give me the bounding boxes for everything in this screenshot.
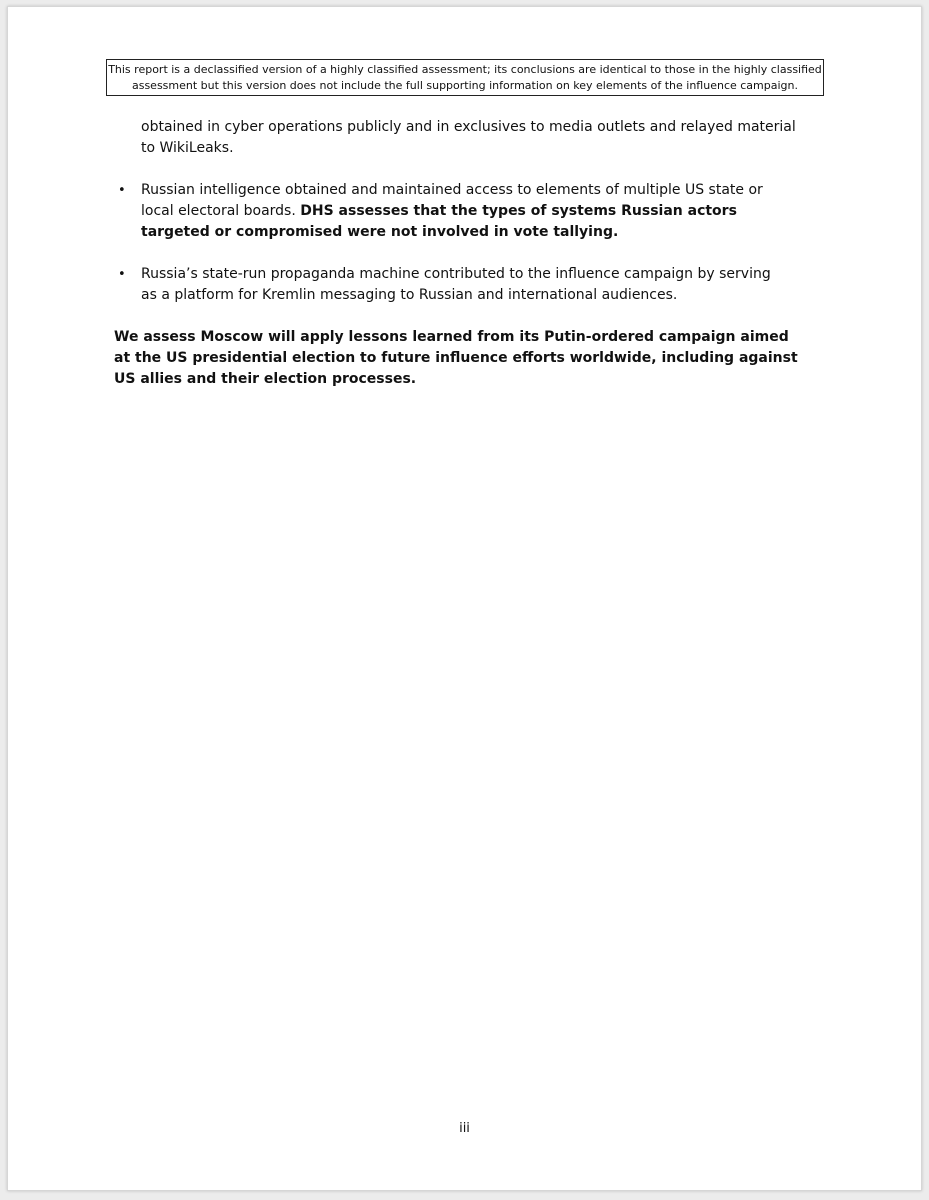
page-number: iii xyxy=(459,1121,470,1136)
key-judgment-conclusion: We assess Moscow will apply lessons learned from its Putin-ordered campaign aimed at the US presidential election to future influence efforts worldwide, including against US allies and their election processes. xyxy=(114,329,798,387)
bullet-body xyxy=(141,264,781,306)
document-page xyxy=(7,6,922,1191)
continued-bullet-text: obtained in cyber operations publicly and in exclusives to media outlets and relayed material to WikiLeaks. xyxy=(141,119,796,156)
bullet-body xyxy=(141,180,781,243)
bullet-icon: • xyxy=(118,183,126,198)
bullet-item xyxy=(114,180,814,243)
bullet-item xyxy=(114,264,814,306)
bullet-icon: • xyxy=(118,267,126,282)
bullet-text: Russia’s state-run propaganda machine contributed to the influence campaign by serving as a platform for Kremlin messaging to Russian and international audiences. xyxy=(141,266,771,303)
bullet-bold-text: DHS assesses that the types of systems Russian actors targeted or compromised were not involved in vote tallying. xyxy=(141,203,737,240)
bullet-list xyxy=(114,180,814,327)
declassification-notice: This report is a declassified version of a highly classified assessment; its conclusions are identical to those in the highly classified assessment but this version does not include the full supporting information on key elements of the influence campaign. xyxy=(106,59,824,96)
bullet-text: Russian intelligence obtained and maintained access to elements of multiple US state or local electoral boards. xyxy=(141,182,763,219)
